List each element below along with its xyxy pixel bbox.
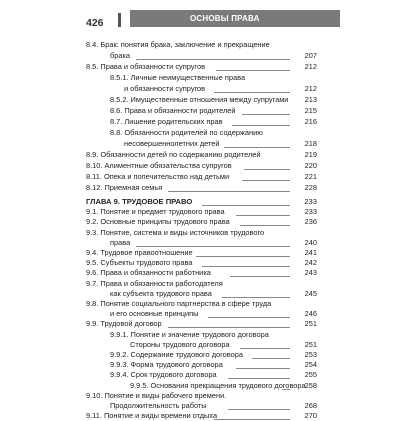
leader-line bbox=[240, 217, 290, 226]
toc-entry-text: 8.11. Опека и попечительство над детьми bbox=[86, 172, 230, 181]
toc-entry-page: 251 bbox=[304, 319, 317, 329]
page-number: 426 bbox=[86, 17, 104, 29]
leader-line bbox=[228, 401, 290, 410]
leader-line bbox=[230, 268, 290, 277]
toc-entry-text: и его основные принципы bbox=[110, 309, 199, 319]
leader-line bbox=[222, 289, 290, 298]
leader-line bbox=[228, 370, 290, 379]
leader-line bbox=[252, 350, 290, 359]
leader-line bbox=[240, 340, 290, 349]
leader-line bbox=[214, 411, 290, 420]
toc-entry-page: 270 bbox=[304, 411, 317, 421]
toc-entry-page: 258 bbox=[304, 380, 317, 390]
leader-line bbox=[244, 161, 290, 170]
leader-line bbox=[168, 183, 290, 192]
toc-entry-text: 8.9. Обязанности детей по содержанию родителей bbox=[86, 150, 261, 159]
toc-entry-page: 251 bbox=[304, 339, 317, 349]
toc-entry-page: 207 bbox=[304, 51, 317, 60]
toc-entry-text: 8.12. Приемная семья bbox=[86, 183, 163, 192]
toc-entry-page: 215 bbox=[304, 106, 317, 115]
toc-entry-text: 8.5. Права и обязанности супругов bbox=[86, 62, 206, 71]
toc-entry-text: 9.6. Права и обязанности работника bbox=[86, 268, 211, 278]
toc-entry-text: 9.2. Основные принципы трудового права bbox=[86, 217, 230, 227]
toc-entry-text: 9.5. Субъекты трудового права bbox=[86, 258, 193, 268]
toc-entry-text: права bbox=[110, 237, 131, 247]
toc-entry-text: 9.9.1. Понятие и значение трудового договора bbox=[110, 329, 269, 339]
toc-entry-text: 8.6. Права и обязанности родителей bbox=[110, 106, 236, 115]
toc-entry-page: 240 bbox=[304, 237, 317, 247]
toc-entry-text: Стороны трудового договора bbox=[130, 339, 230, 349]
toc-entry-text: 9.11. Понятие и виды времени отдыха bbox=[86, 411, 218, 421]
toc-entry-text: 9.1. Понятие и предмет трудового права bbox=[86, 207, 225, 217]
toc-entry-page: 241 bbox=[304, 248, 317, 257]
leader-line bbox=[202, 197, 290, 206]
toc-entry-text: 8.10. Алиментные обязательства супругов bbox=[86, 161, 232, 170]
toc-entry-page: 212 bbox=[304, 84, 317, 93]
leader-line bbox=[224, 139, 290, 148]
leader-line bbox=[236, 207, 290, 216]
leader-line bbox=[136, 238, 290, 247]
toc-entry-page: 219 bbox=[304, 150, 317, 159]
toc-entry-page: 253 bbox=[304, 350, 317, 359]
leader-line bbox=[214, 84, 290, 93]
toc-entry-page: 228 bbox=[304, 183, 317, 192]
toc-entry-page: 213 bbox=[304, 95, 317, 104]
leader-line bbox=[136, 51, 290, 60]
leader-line bbox=[168, 319, 290, 328]
toc-entry-text: 8.7. Лишение родительских прав bbox=[110, 117, 223, 126]
toc-entry-page: 243 bbox=[304, 268, 317, 278]
toc-entry-page: 242 bbox=[304, 258, 317, 268]
leader-line bbox=[242, 172, 290, 181]
toc-entry-text: 9.9. Трудовой договор bbox=[86, 319, 162, 329]
toc-entry-page: 220 bbox=[304, 161, 317, 170]
toc-entry-page: 246 bbox=[304, 309, 317, 319]
toc-entry-text: 9.3. Понятие, система и виды источников трудового bbox=[86, 227, 265, 237]
toc-entry-page: 233 bbox=[304, 207, 317, 217]
toc-entry-text: 9.8. Понятие социального партнерства в сфере труда bbox=[86, 299, 272, 308]
toc-entry-text: 8.4. Брак: понятия брака, заключение и прекращение bbox=[86, 40, 270, 49]
toc-entry-text: 9.9.3. Форма трудового договора bbox=[110, 360, 223, 370]
toc-entry-text: 9.4. Трудовое правоотношение bbox=[86, 248, 193, 257]
toc-entry-page: 268 bbox=[304, 401, 317, 410]
leader-line bbox=[282, 381, 290, 390]
toc-entry-page: 216 bbox=[304, 117, 317, 126]
toc-entry-text: и обязанности супругов bbox=[124, 84, 206, 93]
leader-line bbox=[216, 62, 290, 71]
leader-line bbox=[196, 248, 290, 257]
running-title: ОСНОВЫ ПРАВА bbox=[130, 10, 340, 27]
toc-entry-text: 9.9.4. Срок трудового договора bbox=[110, 370, 217, 380]
toc-entry-text: как субъекта трудового права bbox=[110, 288, 212, 298]
toc-entry-page: 236 bbox=[304, 217, 317, 227]
leader-line bbox=[202, 258, 290, 267]
toc-entry-text: 8.8. Обязанности родителей по содержанию bbox=[110, 128, 263, 137]
toc-entry-text: 9.7. Права и обязанности работодателя bbox=[86, 278, 223, 288]
toc-entry-page: 245 bbox=[304, 288, 317, 298]
toc-entry-text: 9.9.2. Содержание трудового договора bbox=[110, 350, 243, 359]
leader-line bbox=[242, 106, 290, 115]
toc-entry-page: 212 bbox=[304, 62, 317, 71]
toc-entry-page: 221 bbox=[304, 172, 317, 181]
toc-entry-text: 9.10. Понятие и виды рабочего времени. bbox=[86, 390, 227, 400]
chapter-title: ГЛАВА 9. ТРУДОВОЕ ПРАВО bbox=[86, 197, 193, 206]
toc-entry-page: 254 bbox=[304, 360, 317, 370]
toc-entry-text: Продолжительность работы bbox=[110, 401, 207, 410]
leader-line bbox=[232, 117, 290, 126]
toc-entry-text: 9.9.5. Основания прекращения трудового договора bbox=[130, 380, 306, 390]
toc-entry-text: 8.5.2. Имущественные отношения между супругами bbox=[110, 95, 289, 104]
leader-line bbox=[208, 309, 290, 318]
toc-entry-text: брака bbox=[110, 51, 130, 60]
toc-entry-page: 218 bbox=[304, 139, 317, 148]
toc-entry-text: 8.5.1. Личные неимущественные права bbox=[110, 73, 246, 82]
toc-entry-page: 255 bbox=[304, 370, 317, 380]
leader-line bbox=[236, 360, 290, 369]
toc-entry-text: несовершеннолетних детей bbox=[124, 139, 220, 148]
chapter-page: 233 bbox=[304, 197, 317, 206]
